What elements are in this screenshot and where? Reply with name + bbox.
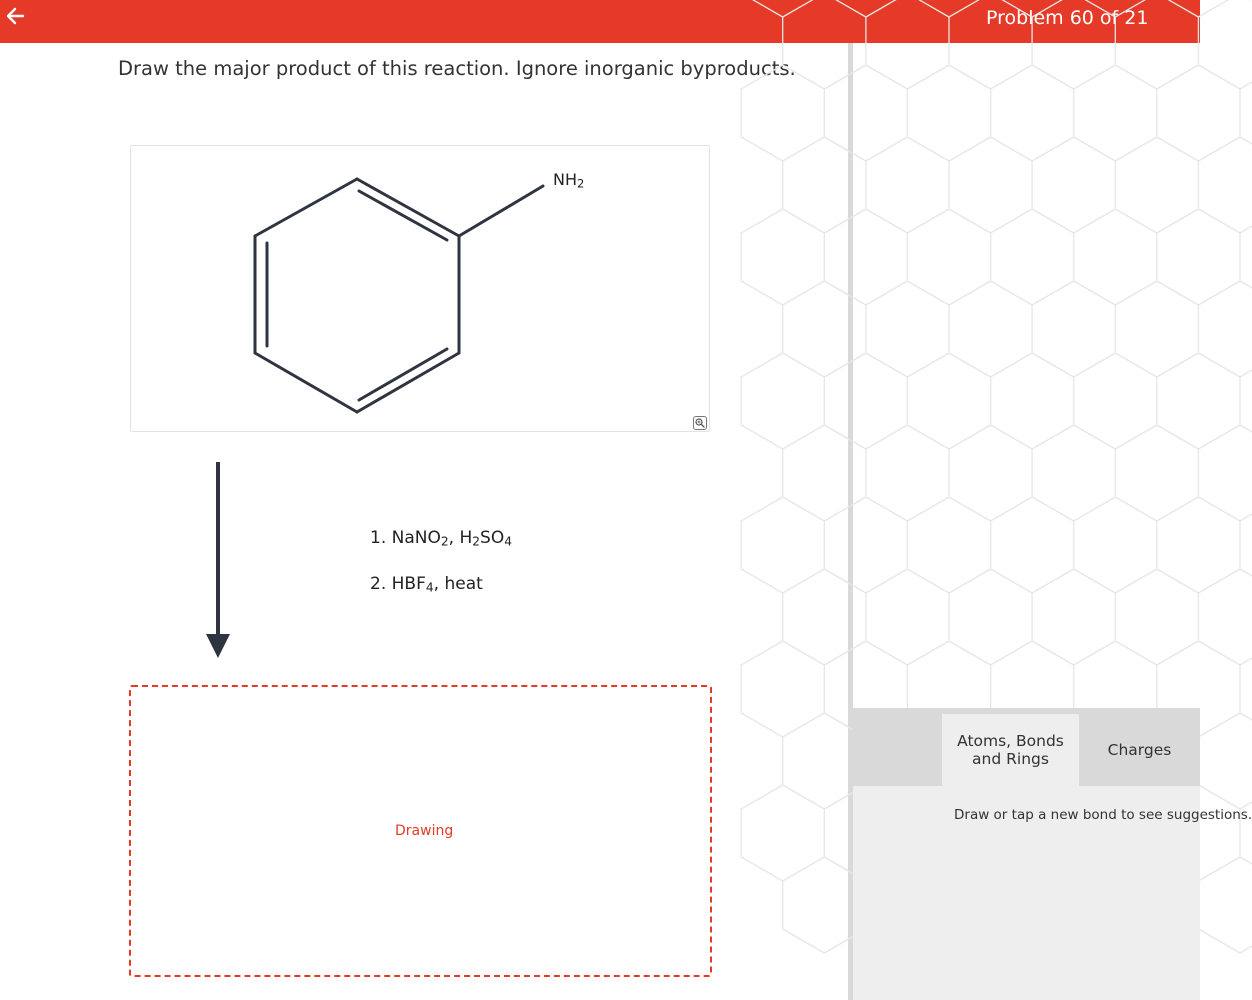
reaction-arrow-icon (200, 460, 240, 660)
bond-to-nitrogen (459, 186, 543, 236)
back-button[interactable] (0, 0, 32, 32)
hexagon-grid (853, 43, 1200, 708)
tab-charges[interactable]: Charges (1107, 741, 1172, 759)
arrow-left-icon (5, 5, 27, 27)
double-bond-inner (359, 349, 447, 400)
zoom-in-icon (695, 418, 705, 428)
top-bar (0, 0, 1200, 43)
bond (255, 179, 357, 236)
reactant-structure-box (130, 145, 710, 432)
aniline-structure (131, 146, 711, 433)
amine-label: $NH_2$ (553, 170, 585, 191)
tab-atoms-bonds-rings[interactable] (942, 714, 1079, 786)
drawing-label: Drawing (395, 823, 454, 839)
bond (357, 353, 459, 412)
bond (255, 353, 357, 412)
reagent-step-1: 1. NaNO$_2$, $H_2SO_4$ (370, 528, 513, 549)
double-bond-inner (359, 191, 447, 240)
problem-counter: Problem 60 of 21 (986, 7, 1149, 29)
suggestion-hint: Draw or tap a new bond to see suggestions. (954, 807, 1252, 823)
question-prompt: Draw the major product of this reaction. Ignore inorganic byproducts. (118, 57, 796, 80)
zoom-button[interactable] (693, 416, 707, 430)
tab-atoms-bonds-rings-label: Atoms, Bonds and Rings (957, 732, 1064, 768)
drawing-canvas[interactable] (853, 43, 1200, 708)
suggestion-panel (853, 786, 1252, 1000)
reagent-step-2: 2. $HBF_4$, heat (370, 574, 483, 595)
bond (357, 179, 459, 236)
editor-tab-bar (853, 708, 1200, 786)
